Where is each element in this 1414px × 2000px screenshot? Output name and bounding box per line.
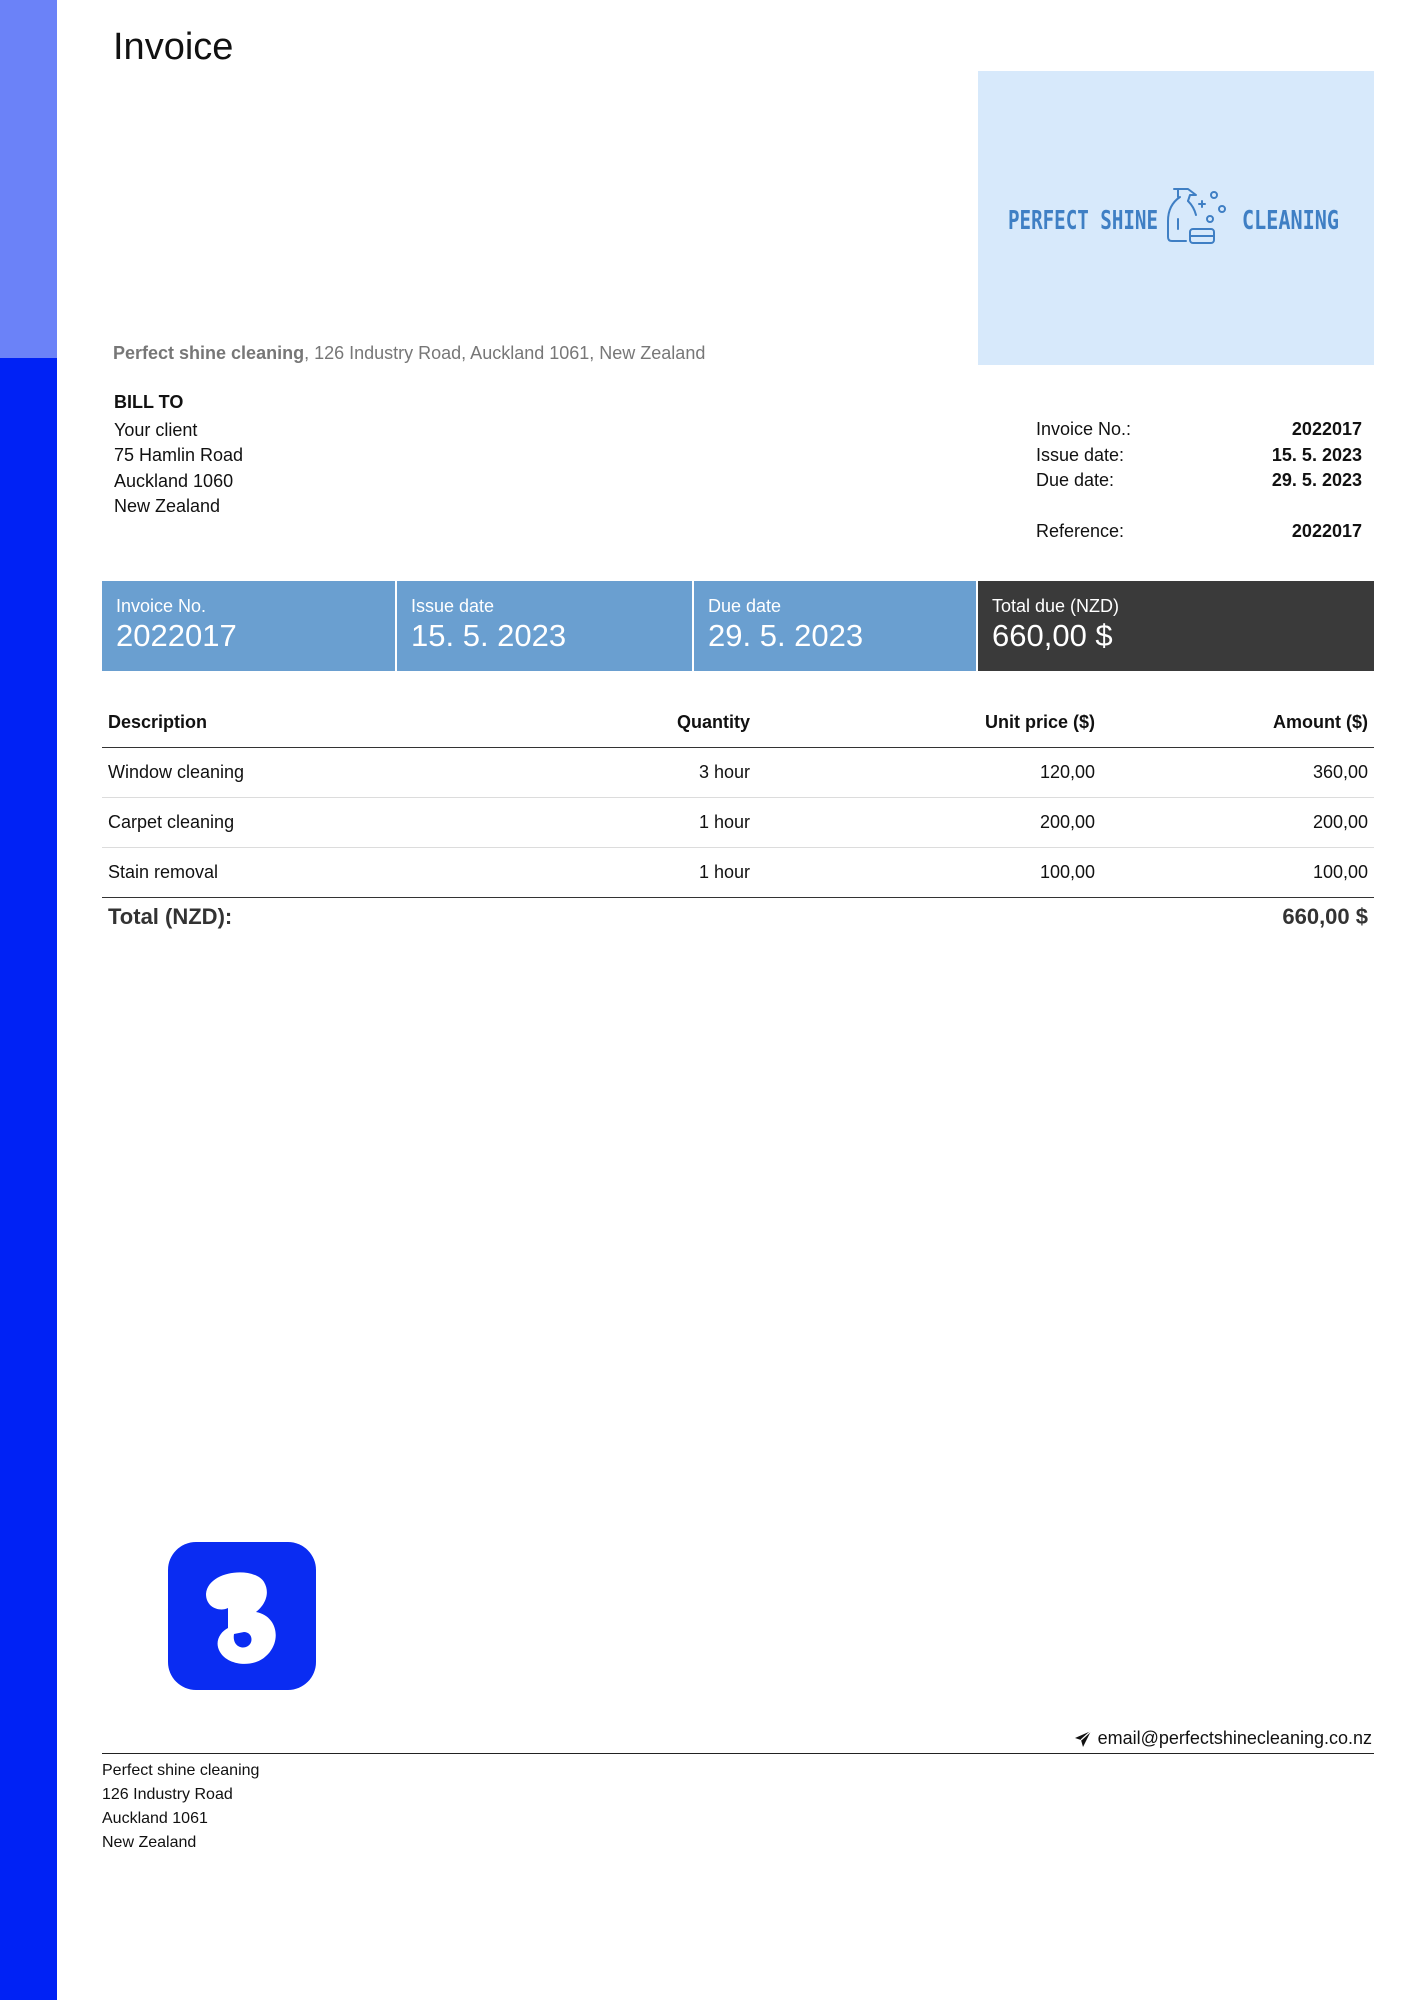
- summary-due-date: [694, 581, 976, 671]
- email-address[interactable]: email@perfectshinecleaning.co.nz: [1097, 1728, 1372, 1748]
- cell-amount: 200,00: [1101, 798, 1374, 848]
- total-label: Total (NZD):: [108, 904, 233, 929]
- column-header-quantity: Quantity: [614, 698, 756, 748]
- sidebar-accent-dark: [0, 358, 57, 2000]
- summary-label: Issue date: [411, 596, 495, 616]
- cell-quantity: 3 hour: [614, 748, 756, 798]
- summary-label: Due date: [708, 596, 782, 616]
- summary-value: 15. 5. 2023: [411, 618, 567, 653]
- table-row: [102, 748, 1374, 798]
- meta-label: Issue date:: [1036, 444, 1125, 465]
- sender-address: , 126 Industry Road, Auckland 1061, New Zealand: [304, 343, 706, 363]
- cell-quantity: 1 hour: [614, 798, 756, 848]
- summary-total-due: [976, 581, 1374, 671]
- meta-label: Due date:: [1036, 470, 1115, 490]
- logo-text-right: CLEANING: [1242, 206, 1339, 236]
- app-brand-icon: [168, 1542, 316, 1690]
- summary-value: 2022017: [116, 618, 237, 653]
- column-header-description: Description: [102, 698, 614, 748]
- summary-label: Invoice No.: [116, 596, 207, 616]
- cell-description: Carpet cleaning: [102, 798, 614, 848]
- footer-address-line: Auckland 1061: [102, 1810, 208, 1827]
- footer-divider: [102, 1753, 1374, 1754]
- footer-address-line: 126 Industry Road: [102, 1786, 233, 1803]
- meta-label: Invoice No.:: [1036, 419, 1132, 439]
- cell-unit-price: 120,00: [756, 748, 1101, 798]
- letter-b-icon: [168, 1542, 316, 1690]
- contact-email[interactable]: [1074, 1728, 1372, 1749]
- footer-address: [102, 1759, 259, 1855]
- summary-value: 29. 5. 2023: [708, 618, 864, 653]
- total-value: 660,00 $: [1282, 904, 1368, 929]
- line-items-table: [102, 698, 1374, 898]
- sender-address-line: [113, 343, 705, 364]
- footer-address-line: New Zealand: [102, 1834, 197, 1851]
- meta-label: Reference:: [1036, 521, 1125, 541]
- cell-amount: 360,00: [1101, 748, 1374, 798]
- invoice-total: [108, 904, 1368, 930]
- bill-to-line: 75 Hamlin Road: [114, 445, 244, 465]
- sender-name: Perfect shine cleaning: [113, 343, 305, 363]
- cell-unit-price: 100,00: [756, 848, 1101, 898]
- cell-description: Window cleaning: [102, 748, 614, 798]
- summary-value: 660,00 $: [992, 618, 1113, 653]
- meta-value: 15. 5. 2023: [1271, 444, 1362, 465]
- company-logo: [978, 71, 1374, 365]
- page-title: Invoice: [113, 26, 234, 68]
- summary-band: [102, 581, 1374, 671]
- table-row: [102, 798, 1374, 848]
- table-header-row: [102, 698, 1374, 748]
- cell-quantity: 1 hour: [614, 848, 756, 898]
- cell-amount: 100,00: [1101, 848, 1374, 898]
- sidebar-accent-light: [0, 0, 57, 358]
- bill-to-heading: BILL TO: [114, 392, 184, 412]
- table-row: [102, 848, 1374, 898]
- footer-address-line: Perfect shine cleaning: [102, 1762, 260, 1779]
- column-header-amount: Amount ($): [1101, 698, 1374, 748]
- summary-issue-date: [397, 581, 694, 671]
- cell-description: Stain removal: [102, 848, 614, 898]
- logo-text-left: PERFECT SHINE: [1008, 206, 1158, 236]
- cell-unit-price: 200,00: [756, 798, 1101, 848]
- meta-due-date: [1036, 468, 1362, 494]
- spray-bottle-sponge-icon: [978, 71, 1374, 365]
- column-header-unit-price: Unit price ($): [756, 698, 1101, 748]
- bill-to-line: New Zealand: [114, 496, 221, 516]
- paper-plane-icon: [1074, 1730, 1092, 1748]
- meta-reference: [1036, 519, 1362, 545]
- meta-value: 2022017: [1291, 521, 1362, 541]
- meta-issue-date: [1036, 443, 1362, 469]
- meta-invoice-no: [1036, 417, 1362, 443]
- bill-to-line: Auckland 1060: [114, 470, 234, 491]
- summary-label: Total due (NZD): [992, 596, 1120, 616]
- meta-value: 29. 5. 2023: [1271, 470, 1362, 490]
- meta-value: 2022017: [1291, 419, 1362, 439]
- summary-invoice-no: [102, 581, 397, 671]
- invoice-meta: [1036, 417, 1362, 545]
- bill-to-block: [114, 390, 243, 520]
- bill-to-line: Your client: [114, 419, 198, 440]
